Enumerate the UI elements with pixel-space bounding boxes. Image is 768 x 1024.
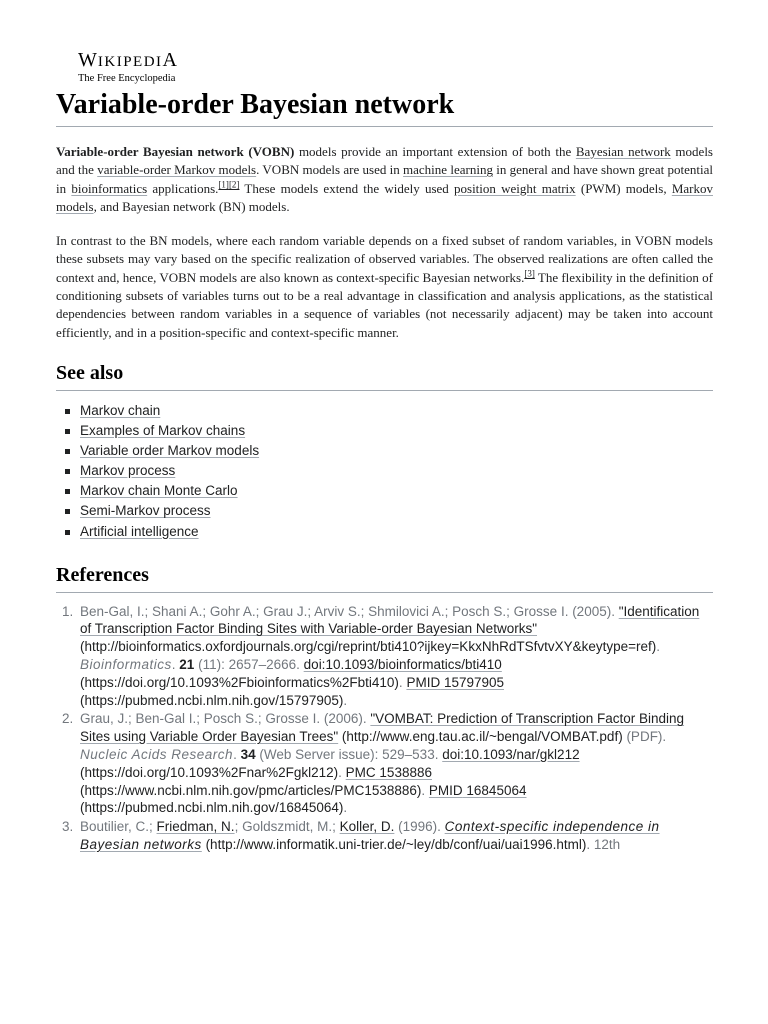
reference-item-1: 1. Ben-Gal, I.; Shani A.; Gohr A.; Grau J.; Arviv S.; Shmilovici A.; Posch S.; Grosse I. (2005). "Identification of Transcription Factor Binding Sites with Variable-order Bayesian Networks" (http://bioinformatics.oxfordjournals.org/cgi/reprint/bti410?ijkey=KkxNhRdTSfvtvXY&keytype=ref). Bioinformatics. 21 (11): 2657–2666. doi:10.1093/bioinformatics/bti410 (https://doi.org/10.1093%2Fbioinformatics%2Fbti410). PMID 15797905 (https://pubmed.ncbi.nlm.nih.gov/15797905). bbox=[62, 603, 700, 708]
see-also-link-markov-process[interactable]: Markov process bbox=[80, 463, 176, 479]
list-item bbox=[56, 501, 713, 521]
page-title: Variable-order Bayesian network bbox=[56, 88, 713, 127]
intro-term: Variable-order Bayesian network (VOBN) bbox=[56, 144, 295, 159]
list-item bbox=[56, 481, 713, 501]
author-link-friedman[interactable]: Friedman, N. bbox=[156, 819, 235, 835]
link-position-weight-matrix[interactable]: position weight matrix bbox=[454, 180, 576, 196]
reference-pmid-label-link[interactable]: PMID bbox=[428, 782, 463, 798]
wikipedia-logo[interactable] bbox=[78, 50, 713, 85]
reference-pmid-link[interactable]: 16845064 bbox=[462, 782, 527, 798]
references-list bbox=[56, 603, 713, 854]
reference-item-2: 2. Grau, J.; Ben-Gal I.; Posch S.; Grosse I. (2006). "VOMBAT: Prediction of Transcription Factor Binding Sites using Variable Order Bayesian Trees" (http://www.eng.tau.ac.il/~bengal/VOMBAT.pdf) (PDF). Nucleic Acids Research. 34 (Web Server issue): 529–533. doi:10.1093/nar/gkl212 (https://doi.org/10.1093%2Fnar%2Fgkl212). PMC 1538886 (https://www.ncbi.nlm.nih.gov/pmc/articles/PMC1538886). PMID 16845064 (https://pubmed.ncbi.nlm.nih.gov/16845064). bbox=[62, 711, 685, 816]
reference-pmid-link[interactable]: 15797905 bbox=[440, 674, 505, 690]
reference-title-link[interactable]: "Identification of Transcription Factor Binding Sites with Variable-order Bayesian Networks" bbox=[80, 603, 700, 637]
citation-link-1[interactable]: [1] bbox=[218, 179, 229, 190]
link-markov-models[interactable]: Markov models bbox=[56, 180, 713, 214]
bullet-icon bbox=[65, 409, 70, 414]
references-heading: References bbox=[56, 562, 713, 593]
logo-wordmark: WIKIPEDIA bbox=[78, 49, 178, 71]
reference-title-link[interactable]: "VOMBAT: Prediction of Transcription Factor Binding Sites using Variable Order Bayesian Trees" bbox=[80, 711, 685, 745]
list-item bbox=[56, 421, 713, 441]
reference-pmc-link[interactable]: 1538886 bbox=[375, 764, 432, 780]
see-also-link-semi-markov-process[interactable]: Semi-Markov process bbox=[80, 503, 211, 519]
link-bioinformatics[interactable]: bioinformatics bbox=[71, 180, 148, 196]
list-item bbox=[56, 461, 713, 481]
list-item bbox=[56, 522, 713, 542]
link-machine-learning[interactable]: machine learning bbox=[403, 162, 493, 178]
logo-tagline: The Free Encyclopedia bbox=[78, 73, 176, 84]
list-item bbox=[56, 401, 713, 421]
link-bayesian-network[interactable]: Bayesian network bbox=[575, 144, 671, 159]
author-link-koller[interactable]: Koller, D. bbox=[339, 819, 395, 835]
bullet-icon bbox=[65, 469, 70, 474]
article-page bbox=[56, 50, 713, 855]
reference-pmc-label-link[interactable]: PMC bbox=[345, 764, 376, 780]
see-also-list bbox=[56, 401, 713, 542]
see-also-link-markov-chain-monte-carlo[interactable]: Markov chain Monte Carlo bbox=[80, 483, 238, 499]
bullet-icon bbox=[65, 489, 70, 494]
reference-doi-link[interactable]: doi:10.1093/nar/gkl212 bbox=[442, 747, 580, 762]
citation-link-3[interactable]: [3] bbox=[524, 268, 535, 279]
link-variable-order-markov-models[interactable]: variable-order Markov models bbox=[97, 162, 257, 178]
see-also-heading: See also bbox=[56, 360, 713, 391]
reference-title-link[interactable]: Context-specific independence in Bayesian networks bbox=[80, 819, 660, 852]
see-also-link-markov-chain[interactable]: Markov chain bbox=[80, 402, 161, 418]
context-paragraph: In contrast to the BN models, where each random variable depends on a fixed subset of random variables, in VOBN models these subsets may vary based on the specific realization of observed variables. The observed realizations are often called the context and, hence, VOBN models are also known as context-specific Bayesian networks.[3] The flexibility in the definition of conditioning subsets of variables turns out to be a real advantage in classification and analysis applications, as the statistical dependencies between random variables in a sequence of variables (not necessarily adjacent) may be taken into account efficiently, and in a position-specific and context-specific manner. bbox=[56, 233, 713, 340]
bullet-icon bbox=[65, 429, 70, 434]
citation-link-2[interactable]: [2] bbox=[228, 179, 240, 190]
see-also-link-examples-of-markov-chains[interactable]: Examples of Markov chains bbox=[80, 423, 246, 439]
reference-item-3: 3. Boutilier, C.; Friedman, N.; Goldszmidt, M.; Koller, D. (1996). Context-specific independence in Bayesian networks (http://www.informatik.uni-trier.de/~ley/db/conf/uai/uai1996.html). 12th bbox=[62, 819, 660, 852]
bullet-icon bbox=[65, 449, 70, 454]
list-item bbox=[56, 441, 713, 461]
reference-doi-link[interactable]: doi:10.1093/bioinformatics/bti410 bbox=[303, 657, 502, 673]
reference-pmid-label-link[interactable]: PMID bbox=[406, 674, 441, 690]
bullet-icon bbox=[65, 530, 70, 535]
see-also-link-artificial-intelligence[interactable]: Artificial intelligence bbox=[80, 523, 199, 539]
intro-paragraph: Variable-order Bayesian network (VOBN) models provide an important extension of both the Bayesian network models and the variable-order Markov models. VOBN models are used in machine learning in general and have shown great potential in bioinformatics applications.[1][2] These models extend the widely used position weight matrix (PWM) models, Markov models, and Bayesian network (BN) models. bbox=[56, 144, 714, 214]
see-also-link-variable-order-markov-models[interactable]: Variable order Markov models bbox=[80, 443, 260, 459]
bullet-icon bbox=[65, 509, 70, 514]
